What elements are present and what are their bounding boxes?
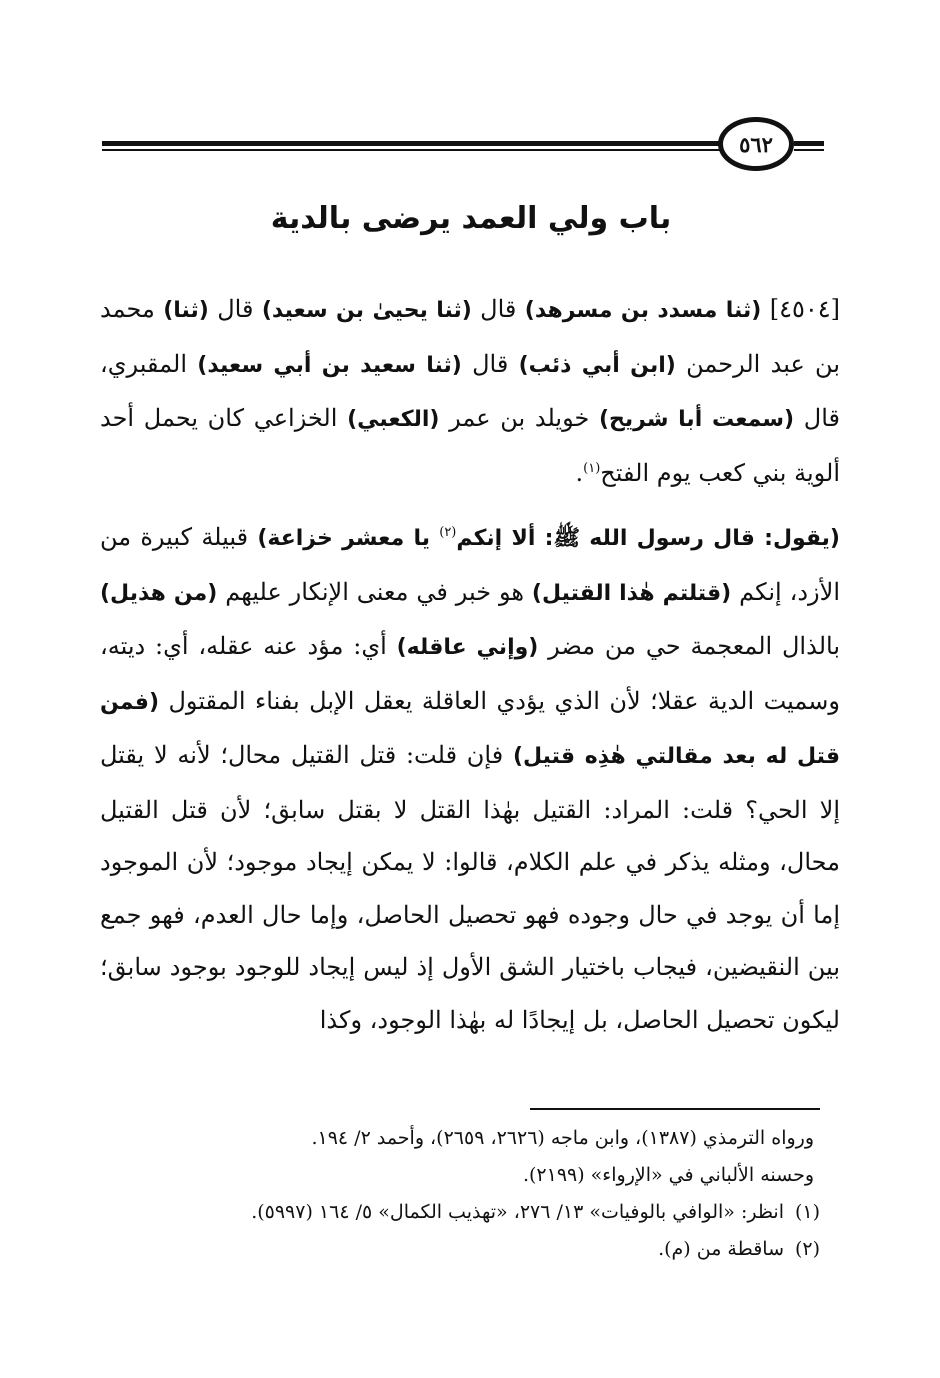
text-run: الخزاعي كان يحمل أحد ألوية بني كعب يوم الفتح	[100, 404, 840, 487]
paragraph-commentary	[100, 511, 840, 1046]
footnote-2	[130, 1231, 820, 1268]
footnote-1	[130, 1194, 820, 1231]
footnote-continuation-line: ورواه الترمذي (١٣٨٧)، وابن ماجه (٢٦٢٦، ٢٦٥٩)، وأحمد ٢/ ١٩٤.	[311, 1127, 814, 1149]
text-run: قال	[461, 349, 519, 378]
hadith-text: (قتلتم هٰذا القتيل)	[531, 580, 732, 606]
narrator: (ابن أبي ذئب)	[518, 352, 676, 378]
narrator: (ثنا)	[163, 298, 209, 323]
page-number: ٥٦٢	[739, 131, 773, 157]
header-rule-thick	[102, 141, 720, 146]
footnote-continuation-line: وحسنه الألباني في «الإرواء» (٢١٩٩).	[522, 1164, 814, 1186]
text-run: فإن قلت: قتل القتيل محال؛ لأنه لا يقتل إلا الحي؟ قلت: المراد: القتيل بهٰذا القتل لا بقتل سابق؛ لأن قتل القتيل محال، ومثله يذكر في علم الكلام، قالوا: لا يمكن إيجاد موجود؛ لأن الموجود إما أن يوجد في حال وجوده فهو تحصيل الحاصل، وإما حال العدم، فهو جمع بين النقيضين، فيجاب باختيار الشق الأول إذ ليس إيجاد للوجود بوجود سابق؛ ليكون تحصيل الحاصل، بل إيجادًا له بهٰذا الوجود، وكذا	[100, 741, 840, 1034]
page-number-badge	[718, 117, 794, 171]
text-run: أي: مؤد عنه عقله، أي: ديته، وسميت الدية عقلا؛ لأن الذي يؤدي العاقلة يعقل الإبل بفناء المقتول	[100, 632, 840, 715]
hadith-number: [٤٥٠٤]	[761, 295, 841, 323]
footnote-number: (١)	[794, 1201, 820, 1223]
paragraph-hadith-chain	[100, 283, 840, 499]
text-run: قال	[208, 295, 262, 323]
text-run: قبيلة كبيرة من الأزد، إنكم	[100, 523, 840, 606]
header-rule	[102, 141, 720, 151]
hadith-text: (من هذيل)	[100, 580, 218, 606]
text-run: .	[575, 458, 584, 487]
hadith-text: (وإني عاقله)	[396, 635, 539, 660]
footnote-number: (٢)	[794, 1238, 820, 1260]
narrator: (ثنا سعيد بن أبي سعيد)	[197, 352, 462, 378]
header-rule-tail	[794, 141, 824, 151]
hadith-text: (فمن قتل له بعد مقالتي هٰذِه قتيل)	[100, 689, 841, 769]
footnote-text: ساقطة من (م).	[658, 1238, 784, 1260]
footnote-ref: (١)	[583, 460, 601, 476]
text-run: قال	[471, 295, 525, 323]
hadith-text: يا معشر خزاعة)	[257, 526, 440, 551]
narrator: (ثنا مسدد بن مسرهد)	[524, 298, 762, 323]
hadith-text: (يقول: قال رسول الله ﷺ: ألا إنكم	[456, 526, 840, 551]
footnotes	[130, 1120, 820, 1268]
footnote-separator	[530, 1108, 820, 1110]
text-run: هو خبر في معنى الإنكار عليهم	[217, 577, 532, 606]
text-run: بالذال المعجمة حي من مضر	[538, 632, 840, 660]
main-text	[100, 283, 840, 1046]
header-rule-tail-thin	[794, 149, 824, 151]
footnote-ref: (٢)	[439, 525, 457, 540]
header-rule-tail-thick	[794, 141, 824, 146]
narrator: (الكعبي)	[347, 407, 440, 432]
text-run: محمد بن عبد الرحمن	[100, 295, 840, 378]
text-run: المقبري، قال	[100, 349, 840, 432]
chapter-title: باب ولي العمد يرضى بالدية	[270, 201, 672, 236]
narrator: (ثنا يحيىٰ بن سعيد)	[261, 298, 472, 323]
header-rule-thin	[102, 149, 720, 151]
narrator: (سمعت أبا شريح)	[598, 407, 795, 432]
footnote-text: انظر: «الوافي بالوفيات» ١٣/ ٢٧٦، «تهذيب الكمال» ٥/ ١٦٤ (٥٩٩٧).	[251, 1201, 784, 1223]
text-run: خويلد بن عمر	[439, 404, 599, 432]
